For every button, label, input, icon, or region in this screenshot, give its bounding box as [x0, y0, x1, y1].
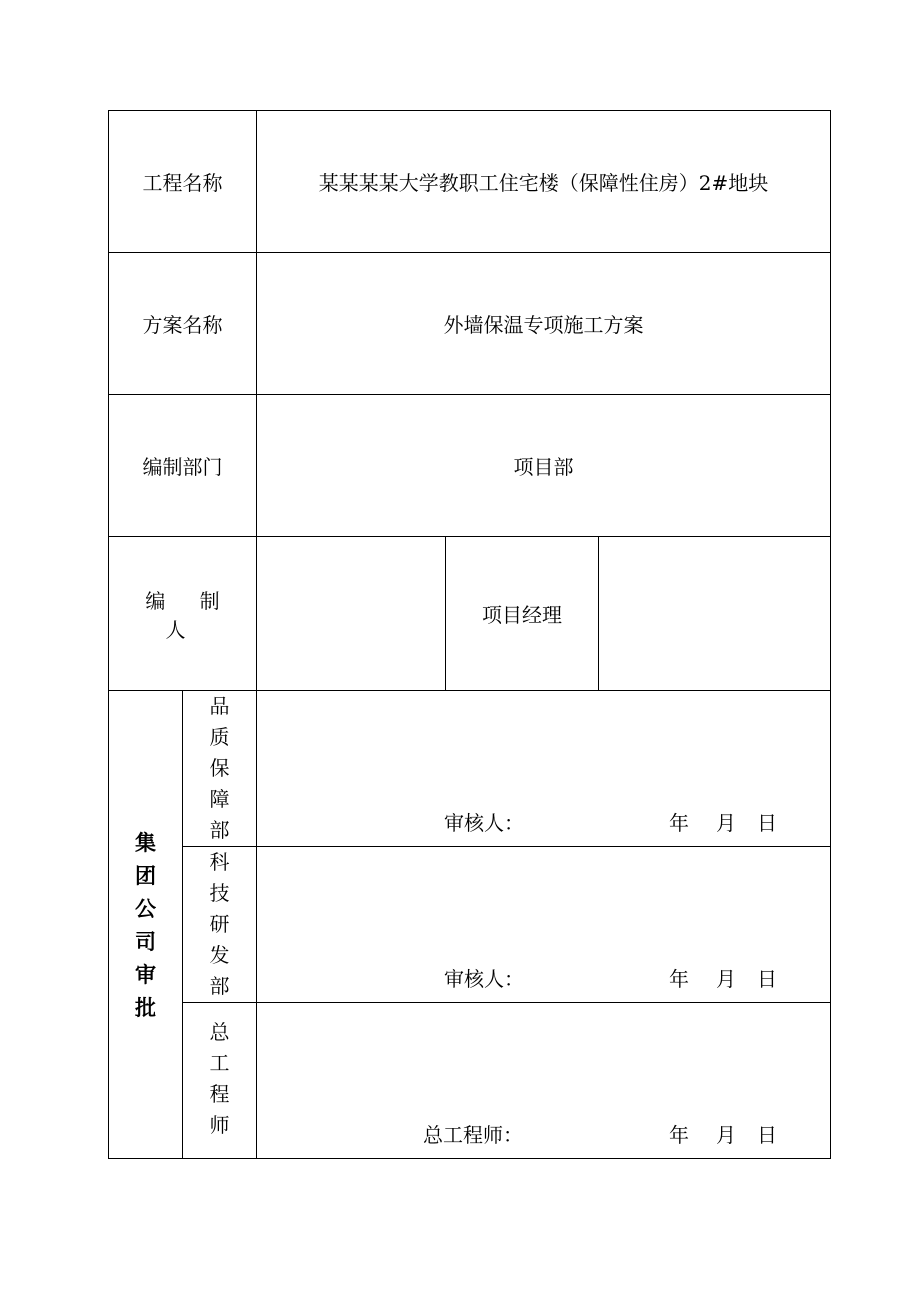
- author-label: [109, 537, 257, 691]
- chief-review-area[interactable]: [257, 1003, 831, 1159]
- dept-label: 编制部门: [109, 395, 257, 537]
- project-name-label: 工程名称: [109, 111, 257, 253]
- approval-char: 司: [135, 928, 156, 954]
- row-project-name: [109, 111, 831, 253]
- approval-char: 集: [135, 829, 156, 855]
- chief-date-day: 日: [757, 1123, 777, 1147]
- rd-dept-char: 技: [209, 881, 230, 905]
- rd-dept-char: 科: [209, 850, 230, 874]
- quality-date-year: 年: [669, 811, 689, 835]
- approval-form-table: [108, 110, 831, 1159]
- rd-review-area[interactable]: [257, 847, 831, 1003]
- quality-dept-label: [183, 691, 257, 847]
- rd-dept-char: 部: [209, 974, 230, 998]
- rd-dept-char: 发: [209, 943, 230, 967]
- row-dept: [109, 395, 831, 537]
- approval-char: 审: [135, 961, 156, 987]
- rd-signature: [257, 847, 830, 1002]
- quality-date-day: 日: [757, 811, 777, 835]
- row-scheme-name: [109, 253, 831, 395]
- approval-group-text: [109, 826, 182, 1024]
- dept-value: 项目部: [257, 395, 831, 537]
- quality-reviewer-label: 审核人：: [444, 811, 524, 835]
- row-chief-review: [109, 1003, 831, 1159]
- chief-signature: [257, 1003, 830, 1158]
- rd-date-month: 月: [716, 967, 736, 991]
- chief-engineer-char: 程: [209, 1082, 230, 1106]
- manager-value-field[interactable]: [599, 537, 831, 691]
- quality-dept-char: 保: [209, 756, 230, 780]
- chief-engineer-char: 总: [209, 1020, 230, 1044]
- approval-char: 团: [135, 862, 156, 888]
- quality-date-month: 月: [716, 811, 736, 835]
- rd-date-year: 年: [669, 967, 689, 991]
- author-label-text: 编 制 人: [145, 588, 234, 642]
- scheme-name-value: 外墙保温专项施工方案: [257, 253, 831, 395]
- approval-group-label: [109, 691, 183, 1159]
- manager-label: 项目经理: [446, 537, 599, 691]
- chief-engineer-char: 师: [209, 1113, 230, 1137]
- chief-date-month: 月: [716, 1123, 736, 1147]
- rd-dept-label: [183, 847, 257, 1003]
- chief-date-year: 年: [669, 1123, 689, 1147]
- author-value-field[interactable]: [257, 537, 446, 691]
- approval-char: 批: [135, 994, 156, 1020]
- approval-char: 公: [135, 895, 156, 921]
- rd-reviewer-label: 审核人：: [444, 967, 524, 991]
- scheme-name-label: 方案名称: [109, 253, 257, 395]
- row-author: [109, 537, 831, 691]
- quality-dept-char: 质: [209, 725, 230, 749]
- quality-dept-char: 品: [209, 694, 230, 718]
- rd-date-day: 日: [757, 967, 777, 991]
- chief-engineer-char: 工: [209, 1051, 230, 1075]
- row-quality-review: [109, 691, 831, 847]
- quality-dept-char: 障: [209, 787, 230, 811]
- rd-dept-char: 研: [209, 912, 230, 936]
- project-name-value: 某某某某大学教职工住宅楼（保障性住房）2#地块: [257, 111, 831, 253]
- row-rd-review: [109, 847, 831, 1003]
- chief-engineer-label: [183, 1003, 257, 1159]
- quality-dept-char: 部: [209, 818, 230, 842]
- quality-review-area[interactable]: [257, 691, 831, 847]
- chief-sign-label: 总工程师：: [423, 1123, 523, 1147]
- quality-signature: [257, 691, 830, 846]
